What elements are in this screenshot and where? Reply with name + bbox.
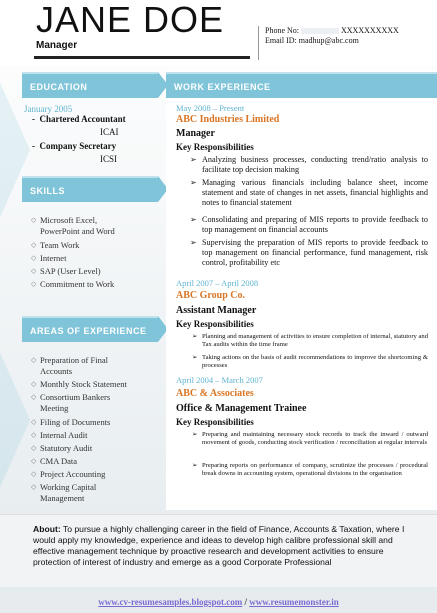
area-item: ◇ Preparation of Final [31, 355, 108, 365]
areas-heading: AREAS OF EXPERIENCE [22, 316, 158, 342]
candidate-name: JANE DOE [36, 0, 225, 40]
arrow-bullet-icon: ➢ [190, 215, 197, 224]
education-period: January 2005 [24, 104, 73, 114]
job-period: May 2008 – Present [176, 103, 245, 113]
education-degree: - Company Secretary [32, 141, 117, 151]
diamond-bullet-icon: ◇ [31, 280, 37, 288]
email-label: Email ID: [265, 36, 297, 45]
decorative-chevron [0, 330, 30, 510]
diamond-bullet-icon: ◇ [31, 470, 37, 478]
job-company: ABC Industries Limited [176, 114, 280, 125]
footer [0, 592, 437, 613]
contact-info [258, 26, 437, 60]
skills-heading: SKILLS [22, 176, 158, 202]
diamond-bullet-icon: ◇ [31, 418, 37, 426]
education-degree: - Chartered Accountant [32, 114, 126, 124]
key-responsibilities-label: Key Responsibilities [176, 142, 254, 152]
diamond-bullet-icon: ◇ [31, 393, 37, 401]
area-item: ◇ Statutory Audit [31, 443, 93, 453]
key-responsibilities-label: Key Responsibilities [176, 417, 254, 427]
responsibility-item: ➢ Planning and management of activities to ensure completion of internal, statutory and Tax audits within the time frame [192, 333, 428, 349]
job-company: ABC Group Co. [176, 290, 245, 301]
area-item: ◇ Monthly Stock Statement [31, 379, 127, 389]
diamond-bullet-icon: ◇ [31, 380, 37, 388]
diamond-bullet-icon: ◇ [31, 483, 37, 491]
skill-item: ◇ SAP (User Level) [31, 266, 101, 276]
job-role: Office & Management Trainee [176, 403, 307, 414]
redacted-block [301, 28, 339, 34]
arrow-bullet-icon: ➢ [192, 431, 198, 438]
responsibility-item: ➢ Taking actions on the basis of audit recommendations to improve the shortcoming & processes [192, 354, 428, 370]
responsibility-item: ➢ Preparing reports on performance of company, scrutinize the processes / procedural break downs in accounting system, operational divisions in the organisation [192, 462, 428, 478]
job-period: April 2004 – March 2007 [176, 375, 263, 385]
diamond-bullet-icon: ◇ [31, 241, 37, 249]
area-item: ◇ Filing of Documents [31, 417, 111, 427]
about-label: About: [33, 524, 61, 534]
key-responsibilities-label: Key Responsibilities [176, 319, 254, 329]
email-value[interactable]: madhup@abc.com [298, 36, 359, 45]
footer-link-primary[interactable]: www.cv-resumesamples.blogspot.com [98, 597, 243, 607]
about-text [33, 524, 423, 568]
skill-item: PowerPoint and Word [40, 226, 115, 236]
job-company: ABC & Associates [176, 388, 254, 399]
candidate-title: Manager [36, 40, 78, 51]
job-period: April 2007 – April 2008 [176, 278, 259, 288]
work-experience-panel [166, 70, 437, 510]
education-institute: ICAI [100, 127, 119, 137]
area-item: Management [40, 493, 85, 503]
job-role: Manager [176, 128, 215, 139]
diamond-bullet-icon: ◇ [31, 254, 37, 262]
diamond-bullet-icon: ◇ [31, 216, 37, 224]
diamond-bullet-icon: ◇ [31, 431, 37, 439]
diamond-bullet-icon: ◇ [31, 267, 37, 275]
arrow-bullet-icon: ➢ [192, 333, 198, 340]
arrow-bullet-icon: ➢ [190, 238, 197, 247]
responsibility-item: ➢ Managing various financials including balance sheet, income statement and state of changes in net assets, financial highlights and notes to financial statement [190, 178, 428, 207]
education-institute: ICSI [100, 154, 118, 164]
responsibility-item: ➢ Analyzing business processes, conducting trend/ratio analysis to facilitate top decision making [190, 155, 428, 174]
footer-link-secondary[interactable]: www.resumemonster.in [249, 597, 339, 607]
area-item: ◇ Internal Audit [31, 430, 88, 440]
work-heading: WORK EXPERIENCE [166, 72, 437, 98]
footer-separator: / [244, 597, 248, 607]
job-role: Assistant Manager [176, 305, 257, 316]
area-item: ◇ CMA Data [31, 456, 78, 466]
skill-item: ◇ Team Work [31, 240, 80, 250]
area-item: Meeting [40, 403, 69, 413]
area-item: Accounts [40, 366, 73, 376]
education-heading: EDUCATION [22, 72, 158, 98]
skill-item: ◇ Commitment to Work [31, 279, 115, 289]
skill-item: ◇ Microsoft Excel, [31, 215, 98, 225]
about-body: To pursue a highly challenging career in the field of Finance, Accounts & Taxation, where I would apply my knowledge, experience and ideas to develop high calibre professional skill and effective management technique by proactive research and development activities to ensure protection of interest of industry and emerge as a good Corporate Professional [33, 524, 405, 567]
area-item: ◇ Project Accounting [31, 469, 106, 479]
diamond-bullet-icon: ◇ [31, 457, 37, 465]
responsibility-item: ➢ Supervising the preparation of MIS reports to provide feedback to top management on financial performance, fund management, risk control, profitability etc [190, 238, 428, 267]
arrow-bullet-icon: ➢ [192, 354, 198, 361]
area-item: ◇ Consortium Bankers [31, 392, 111, 402]
skill-item: ◇ Internet [31, 253, 67, 263]
phone-value: XXXXXXXXXX [341, 26, 399, 35]
responsibility-item: ➢ Preparing and maintaining necessary stock records to track the inward / outward movement of goods, conducting stock verification / reconciliation at regular intervals [192, 431, 428, 447]
arrow-bullet-icon: ➢ [190, 155, 197, 164]
diamond-bullet-icon: ◇ [31, 444, 37, 452]
area-item: ◇ Working Capital [31, 482, 97, 492]
diamond-bullet-icon: ◇ [31, 356, 37, 364]
responsibility-item: ➢ Consolidating and preparing of MIS reports to provide feedback to top management on financial accounts [190, 215, 428, 234]
arrow-bullet-icon: ➢ [190, 178, 197, 187]
phone-label: Phone No: [265, 26, 299, 35]
arrow-bullet-icon: ➢ [192, 462, 198, 469]
